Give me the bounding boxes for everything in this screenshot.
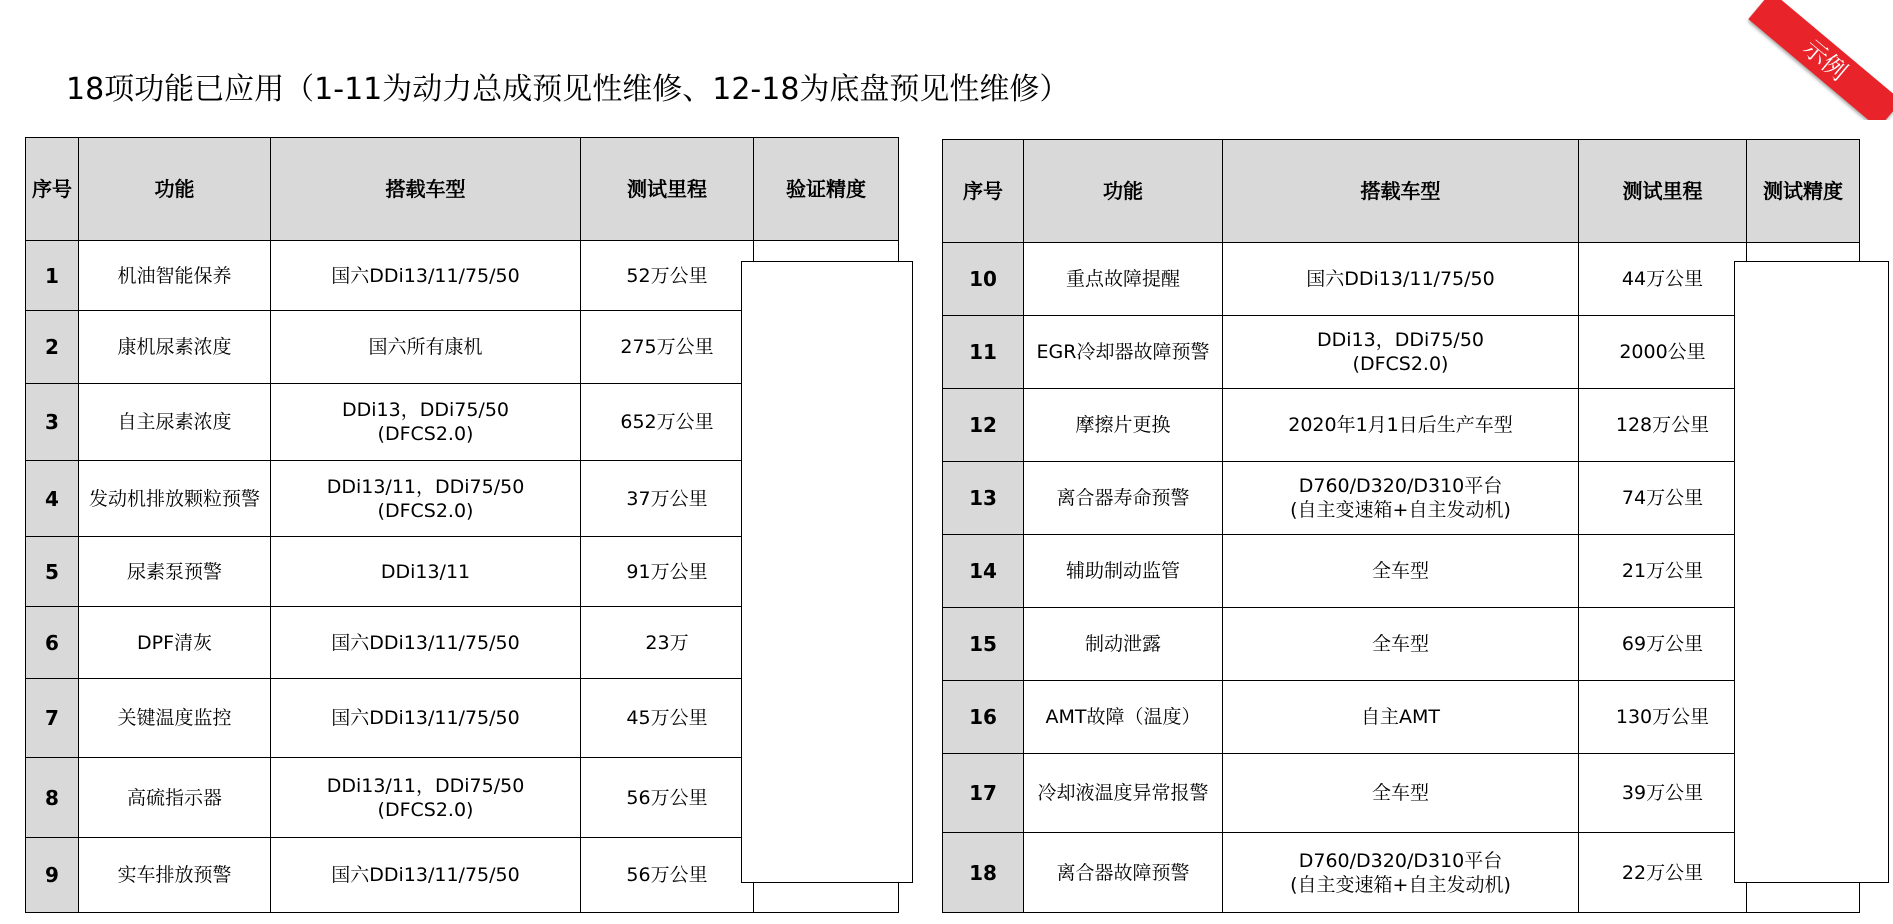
- vehicle-model: 2020年1月1日后生产车型: [1223, 389, 1579, 462]
- test-mileage: 44万公里: [1579, 243, 1747, 316]
- test-mileage: 130万公里: [1579, 681, 1747, 754]
- table-row: [943, 833, 1860, 913]
- row-index: 15: [943, 608, 1024, 681]
- column-header-function: 功能: [1024, 140, 1223, 243]
- function-name: 高硫指示器: [79, 758, 271, 838]
- row-index: 3: [26, 384, 79, 461]
- row-index: 1: [26, 241, 79, 311]
- page-title: 18项功能已应用（1-11为动力总成预见性维修、12-18为底盘预见性维修）: [66, 72, 1070, 107]
- test-mileage: 69万公里: [1579, 608, 1747, 681]
- vehicle-model: D760/D320/D310平台 (自主变速箱+自主发动机): [1223, 462, 1579, 535]
- test-mileage: 91万公里: [581, 537, 754, 607]
- table-row: [943, 389, 1860, 462]
- table-row: [943, 535, 1860, 608]
- chassis-function-table: [942, 139, 1860, 913]
- column-header-vehicle-model: 搭载车型: [271, 138, 581, 241]
- column-header-vehicle-model: 搭载车型: [1223, 140, 1579, 243]
- row-index: 11: [943, 316, 1024, 389]
- function-name: 实车排放预警: [79, 838, 271, 913]
- function-name: 发动机排放颗粒预警: [79, 461, 271, 537]
- function-name: 离合器故障预警: [1024, 833, 1223, 913]
- function-name: 尿素泵预警: [79, 537, 271, 607]
- row-index: 17: [943, 754, 1024, 833]
- test-mileage: 2000公里: [1579, 316, 1747, 389]
- column-header-accuracy: 测试精度: [1747, 140, 1860, 243]
- row-index: 10: [943, 243, 1024, 316]
- test-mileage: 39万公里: [1579, 754, 1747, 833]
- column-header-index: 序号: [26, 138, 79, 241]
- row-index: 7: [26, 679, 79, 758]
- column-header-index: 序号: [943, 140, 1024, 243]
- vehicle-model: 全车型: [1223, 535, 1579, 608]
- row-index: 2: [26, 311, 79, 384]
- vehicle-model: DDi13/11，DDi75/50 (DFCS2.0): [271, 461, 581, 537]
- test-mileage: 45万公里: [581, 679, 754, 758]
- vehicle-model: 全车型: [1223, 754, 1579, 833]
- left-redaction-box: [741, 261, 913, 883]
- row-index: 6: [26, 607, 79, 679]
- function-name: 制动泄露: [1024, 608, 1223, 681]
- vehicle-model: 国六DDi13/11/75/50: [271, 607, 581, 679]
- table-row: [943, 608, 1860, 681]
- function-name: 离合器寿命预警: [1024, 462, 1223, 535]
- vehicle-model: 全车型: [1223, 608, 1579, 681]
- test-mileage: 21万公里: [1579, 535, 1747, 608]
- column-header-function: 功能: [79, 138, 271, 241]
- sample-ribbon: [1720, 0, 1893, 120]
- test-mileage: 128万公里: [1579, 389, 1747, 462]
- test-mileage: 56万公里: [581, 838, 754, 913]
- sample-ribbon-label: 示例: [1748, 0, 1893, 120]
- test-mileage: 23万: [581, 607, 754, 679]
- row-index: 8: [26, 758, 79, 838]
- function-name: EGR冷却器故障预警: [1024, 316, 1223, 389]
- function-name: 摩擦片更换: [1024, 389, 1223, 462]
- row-index: 4: [26, 461, 79, 537]
- function-name: 辅助制动监管: [1024, 535, 1223, 608]
- vehicle-model: 国六DDi13/11/75/50: [271, 679, 581, 758]
- test-mileage: 652万公里: [581, 384, 754, 461]
- vehicle-model: DDi13/11，DDi75/50 (DFCS2.0): [271, 758, 581, 838]
- row-index: 16: [943, 681, 1024, 754]
- vehicle-model: 自主AMT: [1223, 681, 1579, 754]
- function-name: 关键温度监控: [79, 679, 271, 758]
- row-index: 13: [943, 462, 1024, 535]
- column-header-test-mileage: 测试里程: [1579, 140, 1747, 243]
- right-redaction-box: [1734, 261, 1889, 883]
- function-name: AMT故障（温度）: [1024, 681, 1223, 754]
- test-mileage: 37万公里: [581, 461, 754, 537]
- table-header-row: [943, 140, 1860, 243]
- test-mileage: 275万公里: [581, 311, 754, 384]
- table-row: [943, 462, 1860, 535]
- function-name: 重点故障提醒: [1024, 243, 1223, 316]
- test-mileage: 56万公里: [581, 758, 754, 838]
- function-name: 自主尿素浓度: [79, 384, 271, 461]
- vehicle-model: 国六DDi13/11/75/50: [1223, 243, 1579, 316]
- test-mileage: 52万公里: [581, 241, 754, 311]
- table-row: [943, 316, 1860, 389]
- row-index: 9: [26, 838, 79, 913]
- row-index: 5: [26, 537, 79, 607]
- column-header-test-mileage: 测试里程: [581, 138, 754, 241]
- table-row: [943, 754, 1860, 833]
- column-header-accuracy: 验证精度: [754, 138, 899, 241]
- row-index: 12: [943, 389, 1024, 462]
- table-row: [943, 681, 1860, 754]
- vehicle-model: DDi13，DDi75/50 (DFCS2.0): [1223, 316, 1579, 389]
- vehicle-model: 国六DDi13/11/75/50: [271, 838, 581, 913]
- vehicle-model: 国六所有康机: [271, 311, 581, 384]
- vehicle-model: 国六DDi13/11/75/50: [271, 241, 581, 311]
- test-mileage: 74万公里: [1579, 462, 1747, 535]
- vehicle-model: D760/D320/D310平台 (自主变速箱+自主发动机): [1223, 833, 1579, 913]
- table-row: [943, 243, 1860, 316]
- table-header-row: [26, 138, 899, 241]
- test-mileage: 22万公里: [1579, 833, 1747, 913]
- function-name: 康机尿素浓度: [79, 311, 271, 384]
- function-name: DPF清灰: [79, 607, 271, 679]
- function-name: 机油智能保养: [79, 241, 271, 311]
- row-index: 14: [943, 535, 1024, 608]
- vehicle-model: DDi13/11: [271, 537, 581, 607]
- vehicle-model: DDi13，DDi75/50 (DFCS2.0): [271, 384, 581, 461]
- function-name: 冷却液温度异常报警: [1024, 754, 1223, 833]
- row-index: 18: [943, 833, 1024, 913]
